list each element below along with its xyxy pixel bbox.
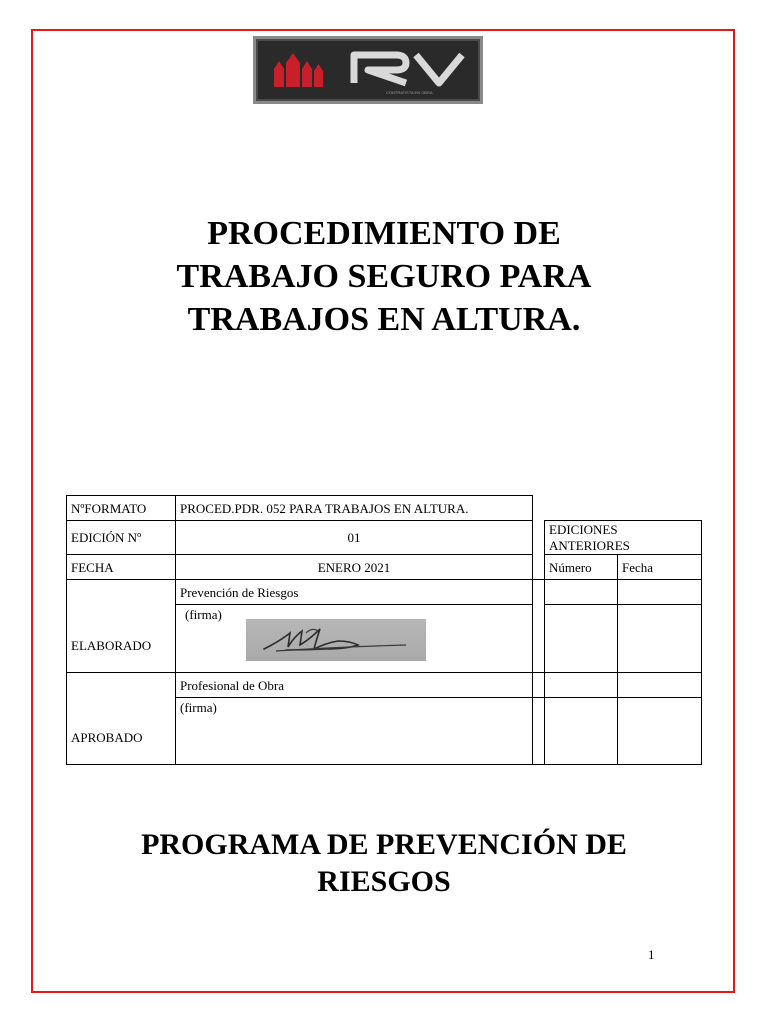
fecha-label: FECHA [66, 554, 176, 580]
ediciones-header: EDICIONES ANTERIORES [544, 520, 702, 555]
aprobado-firma-label: (firma) [180, 700, 217, 715]
formato-value: PROCED.PDR. 052 PARA TRABAJOS EN ALTURA. [175, 495, 533, 521]
table-cell [617, 672, 702, 698]
table-cell [544, 579, 618, 605]
aprobado-label: APROBADO [66, 672, 176, 765]
elaborado-label: ELABORADO [66, 579, 176, 673]
table-cell [544, 697, 618, 765]
company-logo [253, 36, 483, 104]
elaborado-firma-label: (firma) [185, 607, 222, 622]
table-cell [544, 604, 618, 673]
elaborado-role: Prevención de Riesgos [175, 579, 533, 605]
title-line-2: TRABAJO SEGURO PARA [176, 258, 592, 295]
title-line-3: TRABAJOS EN ALTURA. [187, 301, 581, 338]
table-cell [617, 604, 702, 673]
document-title [100, 212, 668, 341]
formato-label: NºFORMATO [66, 495, 176, 521]
subtitle-line-1: PROGRAMA DE PREVENCIÓN DE [141, 828, 627, 861]
logo-tagline: CONTRATISTA EN OBRA [386, 90, 433, 95]
table-cell [617, 697, 702, 765]
edicion-value: 01 [175, 520, 533, 555]
table-cell [617, 579, 702, 605]
signature-image [246, 619, 426, 661]
fecha-value: ENERO 2021 [175, 554, 533, 580]
program-title [84, 826, 684, 900]
logo-graphic [256, 39, 480, 101]
aprobado-role: Profesional de Obra [175, 672, 533, 698]
table-cell [544, 672, 618, 698]
edicion-label: EDICIÓN Nº [66, 520, 176, 555]
numero-header: Número [544, 554, 618, 580]
aprobado-firma [175, 697, 533, 765]
page-number: 1 [648, 947, 655, 962]
fecha-header: Fecha [617, 554, 702, 580]
buildings-icon [274, 53, 323, 87]
logo-letters [354, 55, 462, 83]
signature-scribble [246, 619, 426, 661]
subtitle-line-2: RIESGOS [317, 865, 451, 898]
title-line-1: PROCEDIMIENTO DE [207, 215, 561, 252]
